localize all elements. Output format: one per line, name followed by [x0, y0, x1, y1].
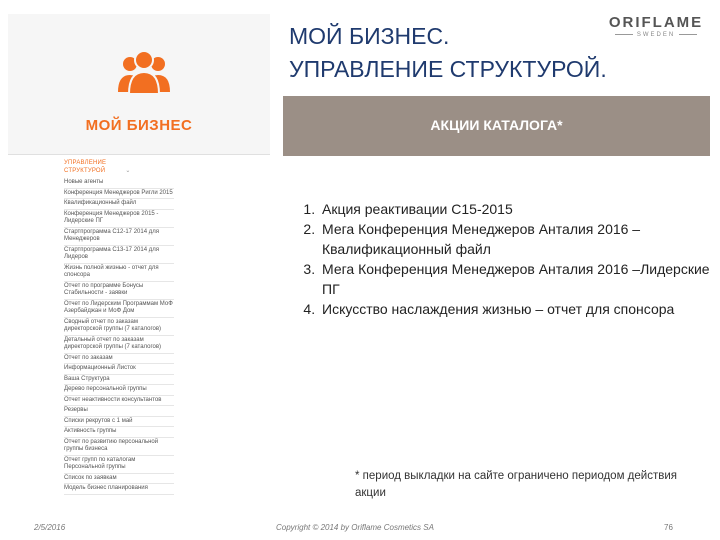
menu-item[interactable]: Информационный Листок — [64, 364, 174, 375]
menu-header[interactable] — [64, 160, 174, 175]
action-item: 1. Акция реактивации С15-2015 — [319, 199, 720, 219]
menu-item[interactable]: Отчет по Лидерским Программам МоФ Азербайджан и МоФ Дом — [64, 300, 174, 318]
menu-item[interactable]: Списки рекрутов с 1 май — [64, 417, 174, 428]
people-group-icon — [114, 44, 174, 104]
menu-item[interactable]: Модель бизнес планирования — [64, 484, 174, 495]
page-number: 76 — [664, 523, 673, 532]
footer-date: 2/5/2016 — [34, 523, 66, 532]
action-item: 4. Искусство наслаждения жизнью – отчет для спонсора — [319, 299, 720, 319]
logo-main-text: ORIFLAME — [608, 14, 704, 31]
menu-item[interactable]: Отчет по заказам — [64, 354, 174, 365]
menu-item[interactable]: Стартпрограмма С12-17 2014 для Менеджеров — [64, 228, 174, 246]
menu-item[interactable]: Отчет групп по каталогам Персональной группы — [64, 456, 174, 474]
footnote: * период выкладки на сайте ограничено периодом действия акции — [355, 470, 677, 499]
menu-header-label: УПРАВЛЕНИЕ СТРУКТУРОЙ — [64, 160, 107, 174]
menu-item[interactable]: Жизнь полной жизнью - отчет для спонсора — [64, 264, 174, 282]
structure-menu — [64, 160, 174, 495]
menu-item[interactable]: Отчет неактивности консультантов — [64, 396, 174, 407]
menu-item[interactable]: Новые агенты — [64, 178, 174, 189]
menu-item[interactable]: Резервы — [64, 406, 174, 417]
banner-text: АКЦИИ КАТАЛОГА* — [430, 117, 563, 133]
actions-list — [294, 199, 720, 319]
menu-item[interactable]: Квалификационный файл — [64, 199, 174, 210]
chevron-down-icon: ⌄ — [125, 167, 131, 174]
menu-item[interactable]: Конференция Менеджеров 2015 - Лидерские ПГ — [64, 210, 174, 228]
left-panel — [8, 14, 270, 519]
menu-item[interactable]: Сводный отчет по заказам директорской группы (7 каталогов) — [64, 318, 174, 336]
menu-item[interactable]: Ваша Структура — [64, 375, 174, 386]
menu-item[interactable]: Список по заявкам — [64, 474, 174, 485]
title-line-2: УПРАВЛЕНИЕ СТРУКТУРОЙ. — [289, 56, 607, 82]
footer-copyright: Copyright © 2014 by Oriflame Cosmetics SA — [276, 523, 434, 532]
my-business-card[interactable] — [8, 14, 270, 155]
page-title — [289, 20, 607, 86]
menu-item[interactable]: Отчет по программе Бонусы Стабильности - заявки — [64, 282, 174, 300]
catalog-actions-banner — [283, 96, 710, 156]
action-item: 2. Мега Конференция Менеджеров Анталия 2016 – Квалификационный файл — [319, 219, 720, 259]
menu-item[interactable]: Отчет по развитию персональной группы бизнеса — [64, 438, 174, 456]
title-line-1: МОЙ БИЗНЕС. — [289, 23, 450, 49]
menu-item[interactable]: Детальный отчет по заказам директорской группы (7 каталогов) — [64, 336, 174, 354]
logo-sub-text: SWEDEN — [604, 32, 708, 38]
menu-item[interactable]: Конференция Менеджеров Ригли 2015 — [64, 189, 174, 200]
menu-item[interactable]: Стартпрограмма С13-17 2014 для Лидеров — [64, 246, 174, 264]
my-business-label: МОЙ БИЗНЕС — [85, 117, 193, 134]
action-item: 3. Мега Конференция Менеджеров Анталия 2016 –Лидерские ПГ — [319, 259, 720, 299]
menu-item[interactable]: Дерево персональной группы — [64, 385, 174, 396]
oriflame-logo — [604, 14, 708, 38]
menu-item[interactable]: Активность группы — [64, 427, 174, 438]
